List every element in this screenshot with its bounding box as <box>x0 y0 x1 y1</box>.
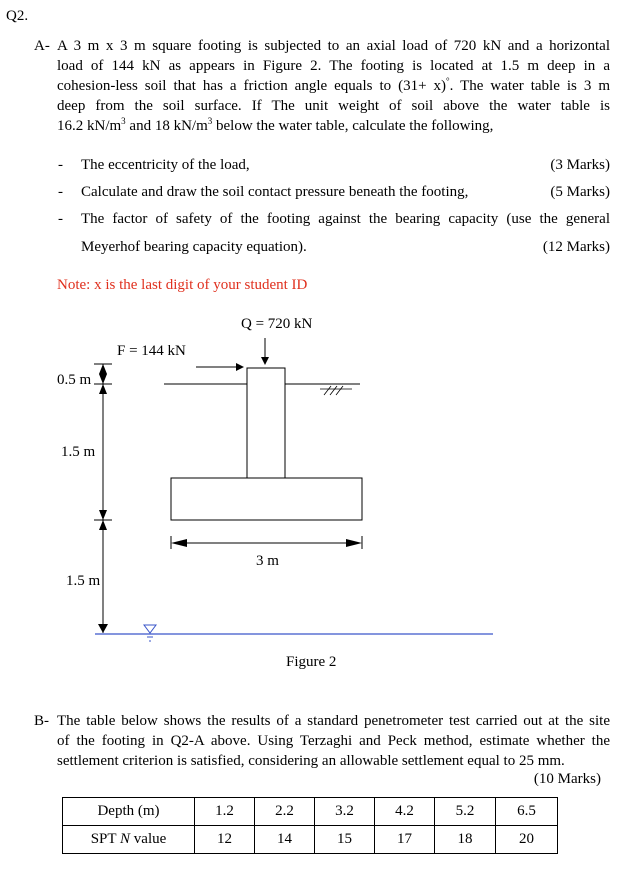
table-cell: 5.2 <box>435 798 496 826</box>
task-marks: (5 Marks) <box>550 184 610 200</box>
part-a-line-3b: . The water table is 3 m <box>449 78 610 94</box>
figure-caption: Figure 2 <box>286 654 337 670</box>
table-cell: 6.5 <box>496 798 558 826</box>
horizontal-load-label: F = 144 kN <box>117 343 186 359</box>
task-marks: (3 Marks) <box>550 157 610 173</box>
task-dash: - <box>58 211 63 227</box>
table-cell: 17 <box>375 826 435 854</box>
part-a-line-1: A 3 m x 3 m square footing is subjected to an axial load of 720 kN and a horizontal <box>57 38 610 54</box>
part-a-line-5b: and 18 kN/m <box>125 118 208 134</box>
part-a-line-3a: cohesion-less soil that has a friction angle equals to (31+ x) <box>57 78 447 94</box>
depth-dimension <box>94 364 112 633</box>
spt-label-a: SPT <box>90 831 121 847</box>
spt-label-n: N <box>120 831 131 847</box>
vertical-load-label: Q = 720 kN <box>241 316 313 332</box>
width-arrow-right-icon <box>346 539 362 547</box>
spt-label-b: value <box>130 831 167 847</box>
task-text: The eccentricity of the load, <box>81 157 250 173</box>
task-dash: - <box>58 157 63 173</box>
part-b-line-1: The table below shows the results of a standard penetrometer test carried out at the site <box>57 713 610 729</box>
part-a-line-5c: below the water table, calculate the following, <box>212 118 494 134</box>
table-cell: 18 <box>435 826 496 854</box>
dimension-label-top: 0.5 m <box>57 372 92 388</box>
cube-superscript-1: 3 <box>121 116 126 126</box>
part-b-label: B- <box>34 713 49 729</box>
width-arrow-left-icon <box>171 539 187 547</box>
table-cell: 1.2 <box>195 798 255 826</box>
task-text: The factor of safety of the footing against the bearing capacity (use the general <box>81 211 610 227</box>
water-table-symbol-icon <box>144 625 156 641</box>
ground-hatch-icon <box>320 386 352 395</box>
part-a-line-2: load of 144 kN as appears in Figure 2. The footing is located at 1.5 m deep in a <box>57 58 610 74</box>
part-b-marks: (10 Marks) <box>533 771 601 787</box>
task-text: Calculate and draw the soil contact pressure beneath the footing, <box>81 184 469 200</box>
table-header-spt <box>63 826 195 854</box>
part-b-line-3: settlement criterion is satisfied, considering an allowable settlement equal to 25 mm. <box>57 753 565 769</box>
table-cell: 20 <box>496 826 558 854</box>
table-cell: 3.2 <box>315 798 375 826</box>
table-cell: 12 <box>195 826 255 854</box>
degree-symbol: ° <box>446 76 450 86</box>
footing-column <box>247 368 285 478</box>
width-label: 3 m <box>256 553 279 569</box>
table-cell: 4.2 <box>375 798 435 826</box>
table-row <box>63 826 558 854</box>
part-a-line-4: deep from the soil surface. If The unit weight of soil above the water table is <box>57 98 610 114</box>
cube-superscript-2: 3 <box>207 116 213 126</box>
task-text: Meyerhof bearing capacity equation). <box>81 239 307 255</box>
table-cell: 2.2 <box>255 798 315 826</box>
dimension-label-bottom: 1.5 m <box>66 573 101 589</box>
footing-base <box>171 478 362 520</box>
table-header-depth: Depth (m) <box>63 798 195 826</box>
task-marks: (12 Marks) <box>542 239 610 255</box>
dimension-label-mid: 1.5 m <box>61 444 96 460</box>
task-dash: - <box>58 184 63 200</box>
part-a-line-5a: 16.2 kN/m <box>57 118 122 134</box>
spt-table <box>62 797 558 854</box>
table-row <box>63 798 558 826</box>
part-a-label: A- <box>34 38 50 54</box>
student-id-note: Note: x is the last digit of your student ID <box>57 277 308 293</box>
table-cell: 14 <box>255 826 315 854</box>
table-cell: 15 <box>315 826 375 854</box>
question-number: Q2. <box>6 8 29 24</box>
part-b-line-2: of the footing in Q2-A above. Using Terzaghi and Peck method, estimate whether the <box>57 733 610 749</box>
